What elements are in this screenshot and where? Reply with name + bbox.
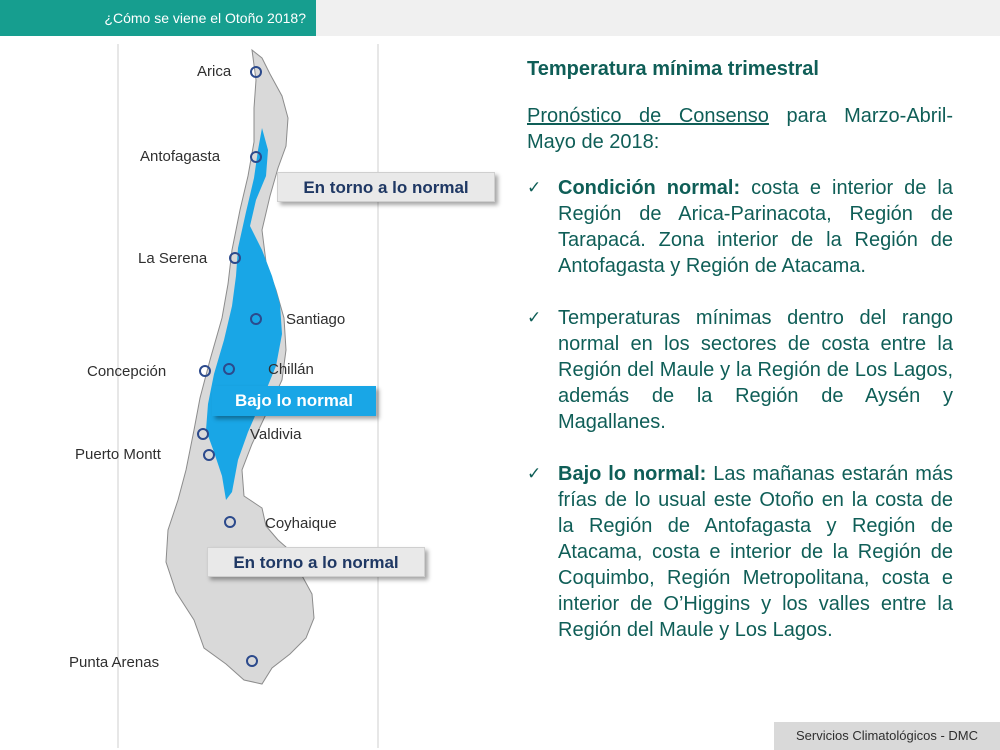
city-label-santiago: Santiago — [286, 311, 346, 328]
city-label-coyhaique: Coyhaique — [265, 515, 337, 532]
panel-title: Temperatura mínima trimestral — [527, 58, 819, 80]
bullet-item — [527, 175, 953, 279]
city-label-la-serena: La Serena — [138, 250, 208, 267]
header-title: ¿Cómo se viene el Otoño 2018? — [0, 0, 316, 36]
bullet-text: Temperaturas mínimas dentro del rango normal en los sectores de costa entre la Región del Maule y la Región de Los Lagos, además de la Región de Aysén y Magallanes. — [558, 307, 953, 433]
city-label-arica: Arica — [197, 63, 232, 80]
city-label-puerto-montt: Puerto Montt — [75, 446, 161, 463]
city-label-chillan: Chillán — [268, 361, 314, 378]
check-icon: ✓ — [527, 308, 542, 328]
city-label-antofagasta: Antofagasta — [140, 148, 221, 165]
city-label-punta-arenas: Punta Arenas — [69, 654, 160, 671]
bullet-bold: Condición normal: — [558, 177, 741, 199]
forecast-panel — [527, 56, 953, 669]
bullet-text: costa e interior de la Región de Arica-Parinacota, Región de Tarapacá. Zona interior de la Región de Antofagasta y Región de Atacama. — [558, 177, 953, 277]
bullet-bold: Bajo lo normal: — [558, 463, 707, 485]
city-label-valdivia: Valdivia — [250, 426, 302, 443]
bullet-item — [527, 461, 953, 643]
consensus-link[interactable]: Pronóstico de Consenso — [527, 105, 769, 127]
intro-text: para Marzo-Abril-Mayo de 2018: — [527, 105, 953, 153]
city-label-concepcion: Concepción — [87, 363, 167, 380]
check-icon: ✓ — [527, 464, 542, 484]
region-label-normal-north: En torno a lo normal — [277, 172, 495, 202]
panel-intro — [527, 103, 953, 155]
bullet-item — [527, 305, 953, 435]
footer-label: Servicios Climatológicos - DMC — [774, 722, 1000, 750]
bullet-text: Las mañanas estarán más frías de lo usual este Otoño en la costa de la Región de Antofagasta y Región de Atacama, costa e interior de la Región de Coquimbo, Región Metropolitana, costa e interior de O’Higgins y los valles entre la Región del Maule y Los Lagos. — [558, 463, 953, 641]
region-label-bajo-normal: Bajo lo normal — [212, 386, 376, 416]
region-label-normal-south: En torno a lo normal — [207, 547, 425, 577]
check-icon: ✓ — [527, 178, 542, 198]
